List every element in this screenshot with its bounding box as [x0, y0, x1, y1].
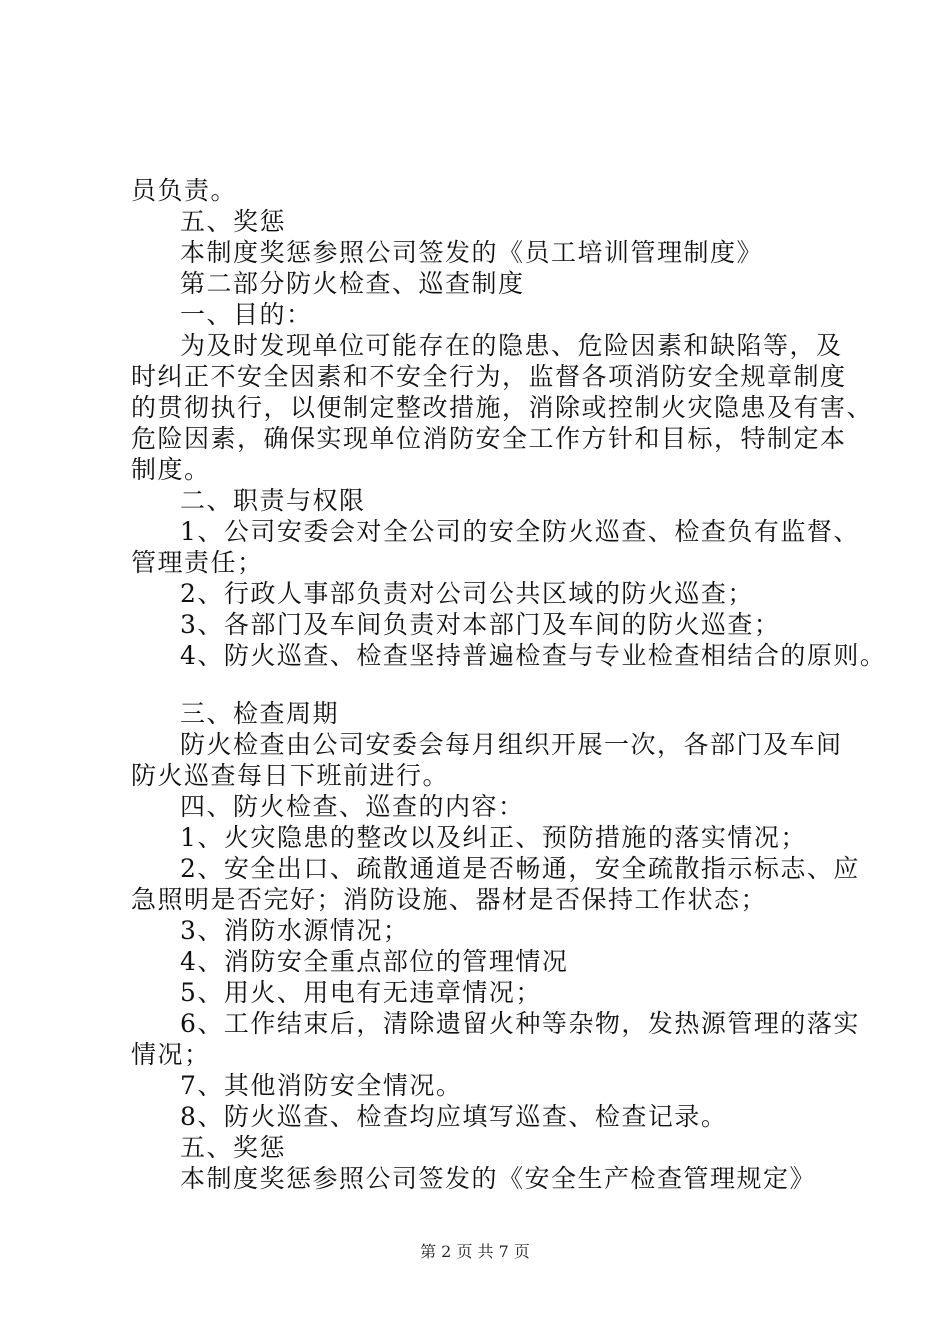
section-heading: 五、奖惩 — [180, 1133, 287, 1162]
section-heading: 四、防火检查、巡查的内容： — [180, 792, 525, 821]
text-line: 急照明是否完好；消防设施、器材是否保持工作状态； — [131, 885, 768, 914]
text-line: 员负责。 — [131, 176, 238, 205]
section-heading: 五、奖惩 — [180, 207, 287, 236]
list-item: 7、其他消防安全情况。 — [180, 1071, 463, 1100]
list-item: 8、防火巡查、检查均应填写巡查、检查记录。 — [180, 1102, 728, 1131]
list-item: 3、各部门及车间负责对本部门及车间的防火巡查； — [180, 610, 781, 639]
list-item: 2、安全出口、疏散通道是否畅通，安全疏散指示标志、应 — [180, 854, 860, 883]
part-heading: 第二部分防火检查、巡查制度 — [180, 269, 525, 298]
text-line: 危险因素，确保实现单位消防安全工作方针和目标，特制定本 — [131, 424, 847, 453]
text-line: 时纠正不安全因素和不安全行为，监督各项消防安全规章制度 — [131, 362, 847, 391]
list-item: 5、用火、用电有无违章情况； — [180, 978, 542, 1007]
list-item: 1、公司安委会对全公司的安全防火巡查、检查负有监督、 — [180, 517, 860, 546]
list-item: 1、火灾隐患的整改以及纠正、预防措施的落实情况； — [180, 823, 807, 852]
text-line: 为及时发现单位可能存在的隐患、危险因素和缺陷等，及 — [180, 331, 843, 360]
list-item: 4、消防安全重点部位的管理情况 — [180, 947, 569, 976]
text-line: 情况； — [131, 1040, 211, 1069]
text-line: 的贯彻执行，以便制定整改措施，消除或控制火灾隐患及有害、 — [131, 393, 874, 422]
text-line: 制度。 — [131, 455, 211, 484]
list-item: 6、工作结束后，清除遗留火种等杂物，发热源管理的落实 — [180, 1009, 860, 1038]
section-heading: 一、目的： — [180, 300, 313, 329]
list-item: 3、消防水源情况； — [180, 916, 410, 945]
text-line: 管理责任； — [131, 548, 264, 577]
page-number-footer: 第 2 页 共 7 页 — [420, 1242, 530, 1261]
list-item: 2、行政人事部负责对公司公共区域的防火巡查； — [180, 579, 754, 608]
list-item: 4、防火巡查、检查坚持普遍检查与专业检查相结合的原则。 — [180, 641, 887, 670]
text-line: 防火检查由公司安委会每月组织开展一次，各部门及车间 — [180, 730, 843, 759]
text-line: 本制度奖惩参照公司签发的《安全生产检查管理规定》 — [180, 1164, 817, 1193]
section-heading: 三、检查周期 — [180, 699, 340, 728]
text-line: 本制度奖惩参照公司签发的《员工培训管理制度》 — [180, 238, 764, 267]
text-line: 防火巡查每日下班前进行。 — [131, 761, 450, 790]
section-heading: 二、职责与权限 — [180, 486, 366, 515]
